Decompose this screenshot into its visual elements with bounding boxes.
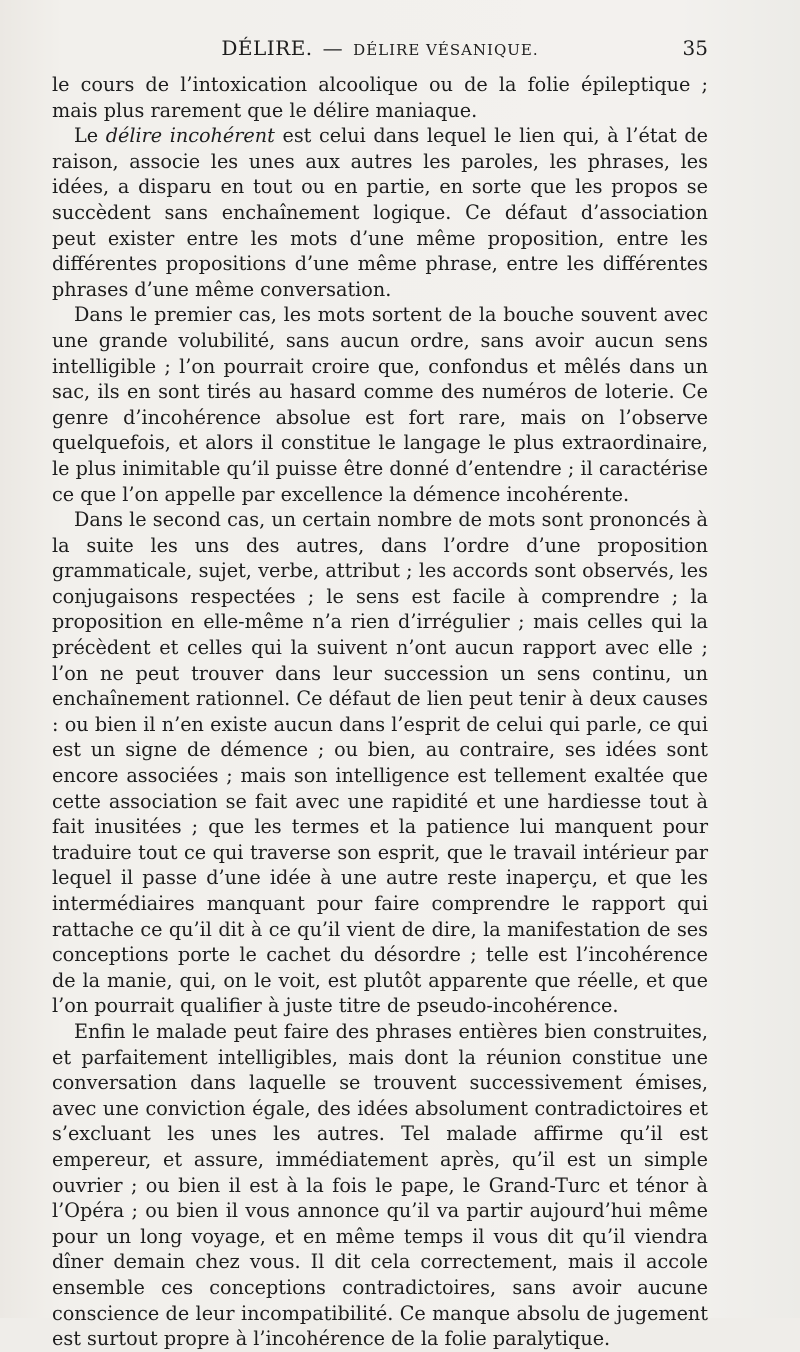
header-dash: — [322,36,344,60]
page-number: 35 [682,36,708,60]
paragraph-rest: est celui dans lequel le lien qui, à l’état de raison, associe les unes aux autres les paroles, les phrases, les idées, a disparu en tout ou en partie, en sorte que les propos se succèdent sans enchaînement logique. Ce défaut d’association peut exister entre les mots d’une même proposition, entre les différentes propositions d’une même phrase, entre les différentes phrases d’une même conversation. [52,124,708,301]
paragraph-continuation: le cours de l’intoxication alcoolique ou de la folie épileptique ; mais plus rarement que le délire maniaque. [52,73,708,122]
running-title [52,36,708,60]
paragraph-delire-incoherent [52,123,708,302]
paragraph-prefix: Le [74,124,106,148]
page-body [52,72,708,1352]
page-header [52,36,708,66]
paragraph-premier-cas: Dans le premier cas, les mots sortent de la bouche souvent avec une grande volubilité, sans aucun ordre, sans avoir aucun sens intelligible ; l’on pourrait croire que, confondus et mêlés dans un sac, ils en sont tirés au hasard comme des numéros de loterie. Ce genre d’incohérence absolue est fort rare, mais on l’observe quelquefois, et alors il constitue le langage le plus extraordinaire, le plus inimitable qu’il puisse être donné d’entendre ; il caractérise ce que l’on appelle par excellence la démence incohérente. [52,303,708,506]
paragraph-second-cas: Dans le second cas, un certain nombre de mots sont prononcés à la suite les uns des autres, dans l’ordre d’une proposition grammaticale, sujet, verbe, attribut ; les accords sont observés, les conjugaisons respectées ; le sens est facile à comprendre ; la proposition en elle-même n’a rien d’irrégulier ; mais celles qui la précèdent et celles qui la suivent n’ont aucun rapport avec elle ; l’on ne peut trouver dans leur succession un sens continu, un enchaînement rationnel. Ce défaut de lien peut tenir à deux causes : ou bien il n’en existe aucun dans l’esprit de celui qui parle, ce qui est un signe de démence ; ou bien, au contraire, ses idées sont encore associées ; mais son intelligence est tellement exaltée que cette association se fait avec une rapidité et une hardiesse tout à fait inusitées ; que les termes et la patience lui manquent pour traduire tout ce qui traverse son esprit, que le travail intérieur par lequel il passe d’une idée à une autre reste inaperçu, et que les intermédiaires manquant pour faire comprendre le rapport qui rattache ce qu’il dit à ce qu’il vient de dire, la manifestation de ses conceptions porte le cachet du désordre ; telle est l’incohérence de la manie, qui, on le voit, est plutôt apparente que réelle, et que l’on pourrait qualifier à juste titre de pseudo-incohérence. [52,508,708,1018]
header-title: DÉLIRE. [221,36,313,60]
header-subtitle: DÉLIRE VÉSANIQUE. [353,41,539,59]
italic-term: délire incohérent [105,124,275,148]
paragraph-enfin: Enfin le malade peut faire des phrases entières bien construites, et parfaitement intelligibles, mais dont la réunion constitue une conversation dans laquelle se trouvent successivement émises, avec une conviction égale, des idées absolument contradictoires et s’excluant les unes les autres. Tel malade affirme qu’il est empereur, et assure, immédiatement après, qu’il est un simple ouvrier ; ou bien il est à la fois le pape, le Grand-Turc et ténor à l’Opéra ; ou bien il vous annonce qu’il va partir aujourd’hui même pour un long voyage, et en même temps il vous dit qu’il viendra dîner demain chez vous. Il dit cela correctement, mais il accole ensemble ces conceptions contradictoires, sans avoir aucune conscience de leur incompatibilité. Ce manque absolu de jugement est surtout propre à l’incohérence de la folie paralytique. [52,1019,708,1351]
